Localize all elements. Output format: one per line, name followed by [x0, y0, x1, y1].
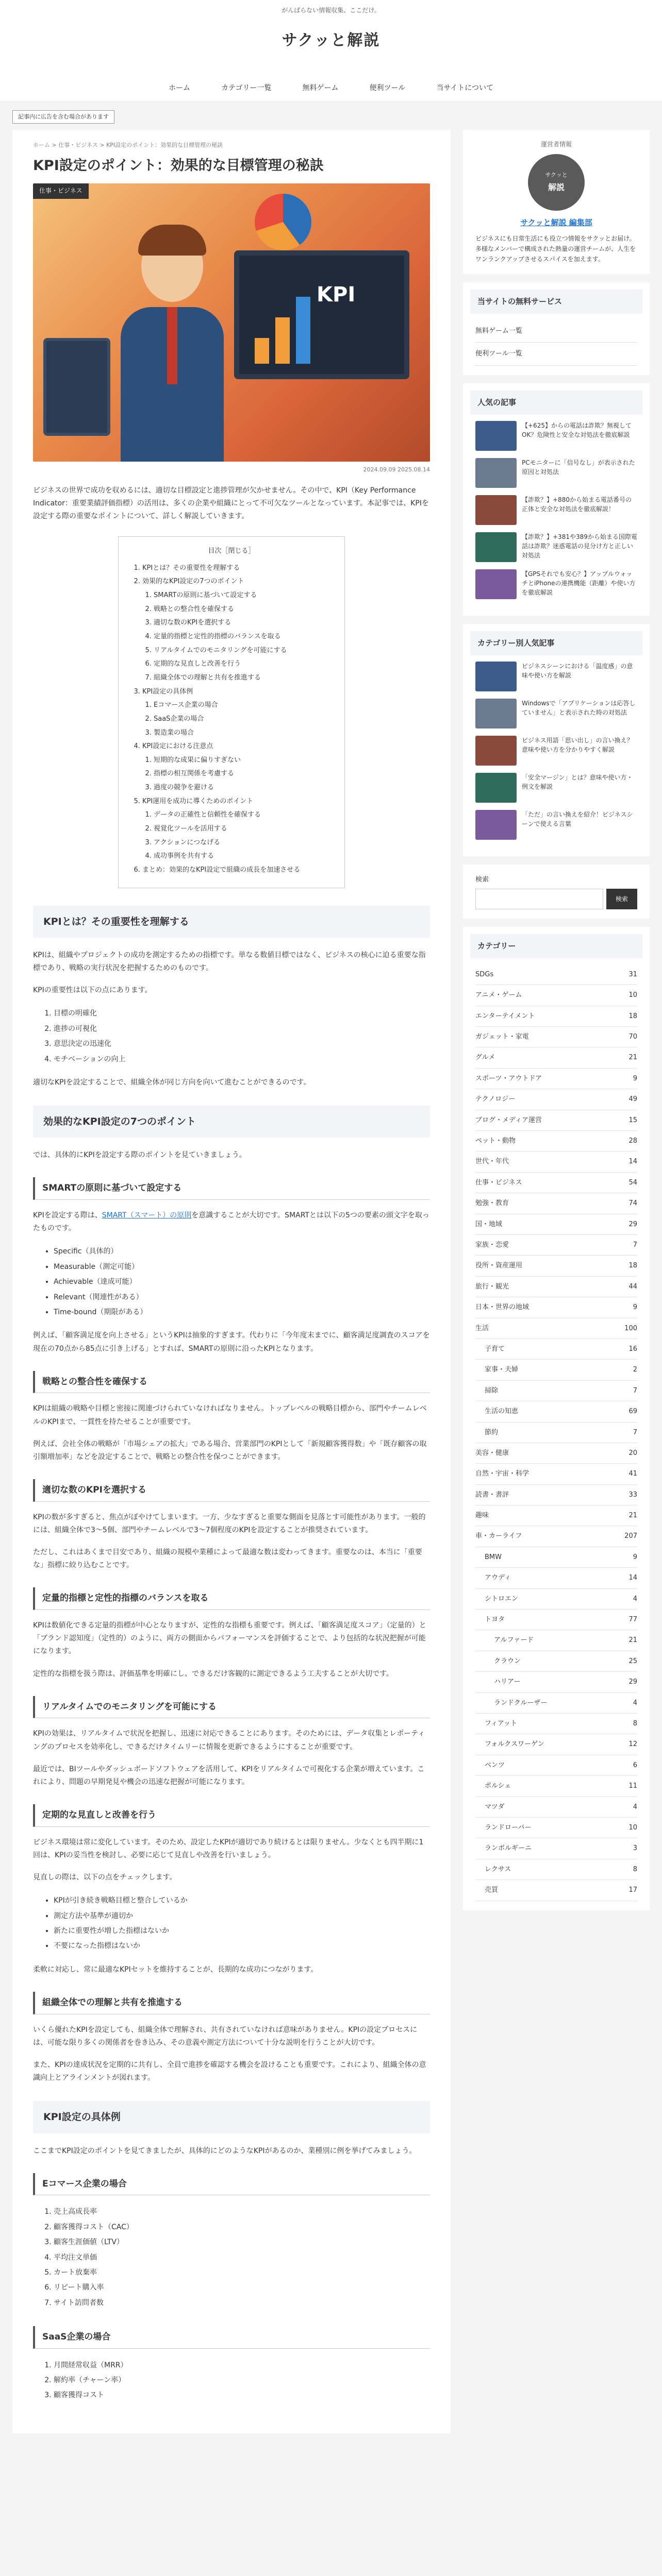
category-count: 9	[633, 1303, 637, 1312]
toc-subitem[interactable]: 1. SMARTの原則に基づいて設定する	[154, 589, 331, 603]
category-item[interactable]	[475, 1838, 637, 1859]
list-item: 7. サイト訪問者数	[54, 2296, 430, 2311]
paragraph: KPIは、組織やプロジェクトの成功を測定するための指標です。単なる数値目標ではなく、ビジネスの核心に迫る重要な指標であり、戦略の実行状況を把握するためのものです。	[33, 951, 426, 972]
paragraph: ここまでKPI設定のポイントを見てきましたが、具体的にどのようなKPIがあるのか、業種別に例を挙げてみましょう。	[33, 2146, 417, 2155]
category-article[interactable]	[475, 699, 637, 728]
review-list	[33, 1893, 430, 1954]
list-item: • KPIが引き続き戦略目標と整合しているか	[54, 1893, 430, 1908]
category-item[interactable]	[475, 1318, 637, 1339]
category-item[interactable]	[475, 1339, 637, 1360]
section-heading: 効果的なKPI設定の7つのポイント	[33, 1106, 430, 1138]
article-dates: 2024.09.09 2025.08.14	[363, 466, 430, 473]
category-name[interactable]: 売買	[485, 1886, 499, 1894]
toc-item[interactable]: 3. KPI設定の具体例	[142, 685, 331, 699]
services-widget	[463, 282, 650, 375]
toc-subitem[interactable]: 2. 視覚化ツールを活用する	[154, 822, 331, 836]
category-item[interactable]	[475, 1797, 637, 1818]
category-name[interactable]: 国・地域	[475, 1220, 503, 1228]
category-name[interactable]: グルメ	[475, 1054, 495, 1062]
category-item[interactable]	[475, 1609, 637, 1630]
paragraph: 柔軟に対応し、常に最適なKPIセットを維持することが、長期的な成功につながります。	[33, 1965, 318, 1974]
category-item[interactable]	[475, 1069, 637, 1089]
category-item[interactable]	[475, 1047, 637, 1068]
category-count: 54	[628, 1178, 637, 1187]
table-of-contents	[118, 536, 345, 888]
category-count: 4	[633, 1595, 637, 1603]
site-title[interactable]: サクッと解説	[0, 19, 662, 75]
list-item: 1. 月間経常収益（MRR）	[54, 2358, 430, 2373]
list-item: 5. カート放棄率	[54, 2265, 430, 2280]
category-name[interactable]: SDGs	[475, 970, 494, 978]
category-name[interactable]: アニメ・ゲーム	[475, 991, 522, 999]
global-nav	[0, 75, 662, 102]
category-item[interactable]	[475, 1568, 637, 1588]
subsection-heading: 戦略との整合性を確保する	[33, 1371, 430, 1394]
pie-chart-illustration	[255, 194, 311, 250]
category-item[interactable]	[475, 1693, 637, 1714]
toc-subitem[interactable]: 2. SaaS企業の場合	[154, 713, 331, 726]
page-layout	[0, 124, 662, 2433]
category-name[interactable]: ペット・動物	[475, 1137, 516, 1145]
category-name[interactable]: ランボルギーニ	[485, 1844, 532, 1853]
category-item[interactable]	[475, 1880, 637, 1901]
toc-item[interactable]: 4. KPI設定における注意点	[142, 740, 331, 754]
category-item[interactable]	[475, 1401, 637, 1422]
article-thumbnail[interactable]	[475, 495, 517, 525]
article-link-title[interactable]: ビジネスシーンにおける「温度感」の意味や使い方を解説	[522, 662, 633, 679]
category-item[interactable]	[475, 1714, 637, 1734]
category-name[interactable]: アウディ	[485, 1574, 511, 1582]
category-count: 29	[628, 1220, 637, 1228]
category-count: 31	[628, 970, 637, 978]
article-link-title[interactable]: PCモニターに「信号なし」が表示された原因と対処法	[522, 459, 635, 476]
category-item[interactable]	[475, 1089, 637, 1110]
paragraph: 定性的な指標を扱う際は、評価基準を明確にし、できるだけ客観的に測定できるよう工夫することが大切です。	[33, 1669, 393, 1678]
list-item: 1. 売上高成長率	[54, 2205, 430, 2219]
smart-link[interactable]: SMART（スマート）の原則	[102, 1211, 192, 1220]
article-link-title[interactable]: Windowsで「アプリケーションは応答していません」と表示された時の対処法	[522, 699, 636, 716]
category-articles-widget	[463, 624, 650, 856]
widget-title: カテゴリー	[470, 934, 642, 958]
list-item: 2. 進捗の可視化	[54, 1022, 430, 1037]
category-label[interactable]: 仕事・ビジネス	[33, 183, 89, 199]
category-name[interactable]: シトロエン	[485, 1595, 519, 1603]
category-item[interactable]	[475, 1859, 637, 1880]
popular-widget	[463, 383, 650, 616]
category-count: 28	[628, 1137, 637, 1145]
search-widget	[463, 865, 650, 919]
article-link-title[interactable]: ビジネス用語「思い出し」の言い換え？意味や使い方を分かりやすく解説	[522, 736, 633, 753]
category-count: 41	[628, 1470, 637, 1478]
category-name[interactable]: 美容・健康	[475, 1449, 509, 1457]
toc-subitem[interactable]: 1. Eコマース企業の場合	[154, 699, 331, 713]
subsection-heading: 定量的指標と定性的指標のバランスを取る	[33, 1587, 430, 1610]
category-count: 69	[628, 1408, 637, 1416]
category-item[interactable]	[475, 1151, 637, 1172]
category-item[interactable]	[475, 1256, 637, 1276]
article-main	[12, 130, 451, 2433]
category-name[interactable]: フォルクスワーゲン	[485, 1740, 544, 1749]
article-thumbnail[interactable]	[475, 569, 517, 599]
toc-subitem[interactable]: 3. 過度の競争を避ける	[154, 781, 331, 795]
category-item[interactable]	[475, 1235, 637, 1256]
popular-article[interactable]	[475, 532, 637, 562]
category-item[interactable]	[475, 1277, 637, 1297]
category-count: 15	[628, 1116, 637, 1124]
widget-title: 当サイトの無料サービス	[470, 290, 642, 314]
list-item: 4. モチベーションの向上	[54, 1052, 430, 1067]
paragraph: KPIは組織の戦略や目標と密接に関連づけられていなければなりません。トップレベルの戦略目標から、部門やチームレベルのKPIまで、一貫性を持たせることが重要です。	[33, 1404, 427, 1426]
category-name[interactable]: ガジェット・家電	[475, 1033, 529, 1041]
category-item[interactable]	[475, 1526, 637, 1547]
toc-subitem[interactable]: 7. 組織全体での理解と共有を推進する	[154, 671, 331, 685]
list-item: 3. 意思決定の迅速化	[54, 1037, 430, 1052]
avatar: サクッと 解説	[528, 154, 585, 211]
toc-subitem[interactable]: 6. 定期的な見直しと改善を行う	[154, 657, 331, 671]
lead-paragraph: ビジネスの世界で成功を収めるには、適切な目標設定と進捗管理が欠かせません。その中で、KPI（Key Performance Indicator：重要業績評価指標）の活用は、多くの企業や組織にとって不可欠なツールとなっています。本記事では、KPIを設定する際の重要なポイントについて、詳しく解説していきます。	[33, 486, 429, 521]
popular-article[interactable]	[475, 495, 637, 525]
category-count: 18	[628, 1262, 637, 1270]
toc-subitem[interactable]: 3. 製造業の場合	[154, 726, 331, 740]
article-thumbnail[interactable]	[475, 458, 517, 488]
category-count: 49	[628, 1095, 637, 1104]
toc-subitem[interactable]: 3. 適切な数のKPIを選択する	[154, 616, 331, 630]
article-thumbnail[interactable]	[475, 773, 517, 803]
list-item: • Specific（具体的）	[54, 1244, 430, 1259]
subsection-heading: SaaS企業の場合	[33, 2326, 430, 2349]
category-item[interactable]	[475, 1381, 637, 1401]
toc-item[interactable]: 1. KPIとは？その重要性を理解する	[142, 562, 331, 575]
profile-heading: 運営者情報	[540, 140, 572, 148]
paragraph: いくら優れたKPIを設定しても、組織全体で理解され、共有されていなければ意味がありません。KPIの設定プロセスには、可能な限り多くの関係者を巻き込み、その意義や測定方法について十分な説明を行うことが大切です。	[33, 2025, 418, 2047]
breadcrumb[interactable]: ホーム > 仕事・ビジネス > KPI設定のポイント：効果的な目標管理の秘訣	[33, 141, 223, 148]
category-item[interactable]	[475, 1131, 637, 1151]
paragraph: 見直しの際は、以下の点をチェックします。	[33, 1873, 177, 1882]
category-item[interactable]	[475, 1505, 637, 1526]
paragraph: では、具体的にKPIを設定する際のポイントを見ていきましょう。	[33, 1151, 246, 1160]
list-item: • Measurable（測定可能）	[54, 1260, 430, 1275]
category-count: 10	[628, 1823, 637, 1832]
article-thumbnail[interactable]	[475, 736, 517, 766]
list-item: • 不要になった指標はないか	[54, 1939, 430, 1954]
category-count: 74	[628, 1199, 637, 1208]
category-count: 12	[628, 1740, 637, 1749]
toc-subitem[interactable]: 4. 定量的指標と定性的指標のバランスを取る	[154, 630, 331, 644]
category-name[interactable]: 節約	[485, 1428, 499, 1436]
category-count: 6	[633, 1761, 637, 1769]
category-item[interactable]	[475, 1006, 637, 1027]
list-item: • 測定方法や基準が適切か	[54, 1909, 430, 1924]
category-name[interactable]: 掃除	[485, 1386, 499, 1395]
category-name[interactable]: クラウン	[494, 1657, 521, 1665]
category-item[interactable]	[475, 1630, 637, 1651]
service-link-games[interactable]: 無料ゲーム一覧	[475, 327, 523, 335]
list-item: 1. 目標の明確化	[54, 1006, 430, 1021]
category-name[interactable]: 生活	[475, 1324, 489, 1332]
search-label: 検索	[475, 875, 489, 884]
list-item: • Achievable（達成可能）	[54, 1275, 430, 1290]
importance-list	[33, 1006, 430, 1067]
toc-subitem[interactable]: 1. 短期的な成果に偏りすぎない	[154, 754, 331, 768]
category-item[interactable]	[475, 1651, 637, 1672]
search-button[interactable]: 検索	[606, 889, 637, 909]
category-count: 4	[633, 1803, 637, 1811]
category-count: 11	[628, 1782, 637, 1790]
category-count: 21	[628, 1636, 637, 1645]
category-name[interactable]: ブログ・メディア運営	[475, 1116, 542, 1124]
category-name[interactable]: 車・カーライフ	[475, 1532, 522, 1540]
section-heading: KPI設定の具体例	[33, 2101, 430, 2133]
paragraph: 最近では、BIツールやダッシュボードソフトウェアを活用して、KPIをリアルタイムで可視化する企業が増えています。これにより、問題の早期発見や機会の迅速な把握が可能になります。	[33, 1765, 425, 1786]
article-link-title[interactable]: 【詐欺？】+381や389から始まる国際電話は詐欺？迷惑電話の見分け方と正しい対処法	[522, 533, 637, 559]
article-link-title[interactable]: 【GPSそれでも安心？】アップルウォッチとiPhoneの連携機能（距離）や使い方を徹底解説	[522, 570, 636, 596]
subsection-heading: リアルタイムでのモニタリングを可能にする	[33, 1696, 430, 1719]
category-item[interactable]	[475, 1485, 637, 1505]
list-item: 3. 顧客獲得コスト	[54, 2388, 430, 2403]
profile-widget	[463, 130, 650, 274]
category-item[interactable]	[475, 1776, 637, 1797]
list-item: 2. 解約率（チャーン率）	[54, 2373, 430, 2388]
article-link-title[interactable]: 【+625】からの電話は詐欺？無視してOK？危険性と安全な対処法を徹底解説	[522, 421, 632, 438]
category-name[interactable]: アルファード	[494, 1636, 534, 1645]
popular-article[interactable]	[475, 421, 637, 451]
category-item[interactable]	[475, 1110, 637, 1131]
paragraph: KPIの効果は、リアルタイムで状況を把握し、迅速に対応できることにあります。そのためには、データ収集とレポーティングのプロセスを効率化し、できるだけタイムリーに情報を更新できるようにすることが重要です。	[33, 1730, 425, 1751]
category-name[interactable]: 生活の知恵	[485, 1408, 519, 1416]
nav-about[interactable]: 当サイトについて	[436, 83, 493, 92]
categories-widget	[463, 927, 650, 1910]
category-name[interactable]: レクサス	[485, 1865, 511, 1873]
category-item[interactable]	[475, 1589, 637, 1609]
site-tagline: がんばらない情報収集、ここだけ。	[0, 0, 662, 19]
paragraph: KPIの数が多すぎると、焦点がぼやけてしまいます。一方、少なすぎると重要な側面を見落とす可能性があります。一般的には、組織全体で3〜5個、部門やチームレベルで3〜7個程度のKPIを設定することが推奨されています。	[33, 1513, 426, 1534]
category-count: 44	[628, 1282, 637, 1291]
category-article[interactable]	[475, 662, 637, 691]
article-link-title[interactable]: 【詐欺？】+880から始まる電話番号の正体と安全な対処法を徹底解説！	[522, 496, 632, 513]
category-name[interactable]: ランドクルーザー	[494, 1699, 548, 1707]
popular-article[interactable]	[475, 458, 637, 488]
category-name[interactable]: マツダ	[485, 1803, 505, 1811]
category-count: 29	[628, 1678, 637, 1686]
category-count: 25	[628, 1657, 637, 1665]
paragraph: 適切なKPIを設定することで、組織全体が同じ方向を向いて進むことができるのです。	[33, 1078, 311, 1087]
toc-subitem[interactable]: 4. 成功事例を共有する	[154, 850, 331, 863]
nav-tools[interactable]: 便利ツール	[369, 83, 406, 92]
section-heading: KPIとは？その重要性を理解する	[33, 906, 430, 938]
list-item: 3. 顧客生涯価値（LTV）	[54, 2235, 430, 2250]
widget-title: カテゴリー別人気記事	[470, 631, 642, 655]
category-count: 9	[633, 1074, 637, 1082]
toc-list	[132, 562, 331, 877]
subsection-heading: SMARTの原則に基づいて設定する	[33, 1177, 430, 1200]
category-name[interactable]: フィアット	[485, 1719, 518, 1727]
category-count: 4	[633, 1699, 637, 1707]
category-item[interactable]	[475, 1297, 637, 1318]
category-item[interactable]	[475, 1193, 637, 1214]
category-count: 21	[628, 1054, 637, 1062]
nav-free-games[interactable]: 無料ゲーム	[302, 83, 339, 92]
widget-title: 人気の記事	[470, 391, 642, 415]
article-link-title[interactable]: 「安全マージン」とは？意味や使い方・例文を解説	[522, 773, 633, 790]
category-name[interactable]: スポーツ・アウトドア	[475, 1074, 542, 1082]
sidebar	[463, 130, 650, 2433]
article-thumbnail[interactable]	[475, 699, 517, 728]
category-article[interactable]	[475, 736, 637, 766]
category-count: 17	[628, 1886, 637, 1894]
category-item[interactable]	[475, 1547, 637, 1568]
subsection-heading: Eコマース企業の場合	[33, 2173, 430, 2196]
toc-item[interactable]: 5. KPI運用を成功に導くためのポイント	[142, 795, 331, 809]
kpi-monitor-illustration	[234, 250, 409, 379]
paragraph: KPIは数値化できる定量的指標が中心となりますが、定性的な指標も重要です。例えば、「顧客満足度スコア」（定量的）と「ブランド認知度」（定性的）のように、両方の側面からパフォーマンスを評価することで、より包括的な状況把握が可能になります。	[33, 1621, 426, 1656]
toc-subitem[interactable]: 3. アクションにつなげる	[154, 836, 331, 850]
category-count: 9	[633, 1553, 637, 1561]
list-item: • Relevant（関連性がある）	[54, 1290, 430, 1305]
category-item[interactable]	[475, 1214, 637, 1235]
category-name[interactable]: 日本・世界の地域	[475, 1303, 529, 1312]
category-count: 207	[624, 1532, 637, 1540]
toc-subitem[interactable]: 1. データの正確性と信頼性を確保する	[154, 808, 331, 822]
category-name[interactable]: 子育て	[485, 1345, 505, 1353]
ec-kpi-list	[33, 2205, 430, 2311]
category-name[interactable]: 家事・夫婦	[485, 1366, 519, 1374]
category-item[interactable]	[475, 1173, 637, 1193]
category-item[interactable]	[475, 1755, 637, 1776]
service-link-tools[interactable]: 便利ツール一覧	[475, 350, 522, 358]
subsection-heading: 適切な数のKPIを選択する	[33, 1479, 430, 1502]
nav-home[interactable]: ホーム	[169, 83, 191, 92]
paragraph: 例えば、「顧客満足度を向上させる」というKPIは抽象的すぎます。代わりに「今年度末までに、顧客満足度調査のスコアを現在の70点から85点に引き上げる」とすれば、SMARTの原則に沿ったKPIとなります。	[33, 1331, 430, 1353]
category-name[interactable]: トヨタ	[485, 1616, 505, 1624]
paragraph: KPIを設定する際は、SMART（スマート）の原則を意識することが大切です。SMARTとは以下の5つの要素の頭文字を取ったものです。	[33, 1211, 429, 1233]
smart-list	[33, 1244, 430, 1320]
category-item[interactable]	[475, 964, 637, 985]
category-name[interactable]: ベンツ	[485, 1761, 505, 1769]
category-item[interactable]	[475, 1672, 637, 1692]
category-name[interactable]: 仕事・ビジネス	[475, 1178, 522, 1187]
category-item[interactable]	[475, 1360, 637, 1380]
toc-subitem[interactable]: 5. リアルタイムでのモニタリングを可能にする	[154, 644, 331, 658]
category-name[interactable]: 世代・年代	[475, 1158, 509, 1166]
toc-title[interactable]: 目次［閉じる］	[208, 547, 255, 555]
category-count: 70	[628, 1033, 637, 1041]
category-count: 21	[628, 1512, 637, 1520]
category-count: 20	[628, 1449, 637, 1457]
category-count: 8	[633, 1865, 637, 1873]
nav-categories[interactable]: カテゴリー一覧	[221, 83, 272, 92]
category-article[interactable]	[475, 773, 637, 803]
profile-description: ビジネスにも日常生活にも役立つ情報をサクッとお届け。多様なメンバーで構成された熱量の運営チームが、人生をワンランクアップさせるスパイスを加えます。	[475, 234, 636, 263]
category-name[interactable]: 趣味	[475, 1512, 489, 1520]
category-name[interactable]: 家族・恋愛	[475, 1241, 509, 1249]
subsection-heading: 組織全体での理解と共有を推進する	[33, 1992, 430, 2014]
saas-kpi-list	[33, 2358, 430, 2403]
category-item[interactable]	[475, 1027, 637, 1047]
category-count: 18	[628, 1012, 637, 1020]
category-count: 77	[628, 1616, 637, 1624]
category-count: 16	[628, 1345, 637, 1353]
category-count: 14	[628, 1158, 637, 1166]
article-thumbnail[interactable]	[475, 810, 517, 840]
category-count: 10	[628, 991, 637, 999]
list-item: 2. 顧客獲得コスト（CAC）	[54, 2220, 430, 2235]
paragraph: 例えば、会社全体の戦略が「市場シェアの拡大」である場合、営業部門のKPIとして「新規顧客獲得数」や「既存顧客の取引額増加率」などを設定することで、戦略との整合性を保つことができます。	[33, 1439, 427, 1461]
category-name[interactable]: ランドローバー	[485, 1823, 532, 1832]
category-item[interactable]	[475, 1464, 637, 1484]
businessman-illustration	[121, 230, 224, 462]
paragraph: また、KPIの達成状況を定期的に共有し、全員で進捗を確認する機会を設けることも重要です。これにより、組織全体の意識向上とアラインメントが図れます。	[33, 2061, 426, 2082]
tablet-illustration	[43, 338, 110, 436]
subsection-heading: 定期的な見直しと改善を行う	[33, 1804, 430, 1827]
category-count: 8	[633, 1719, 637, 1727]
ad-notice: 記事内に広告を含む場合があります	[12, 110, 114, 124]
category-name[interactable]: ポルシェ	[485, 1782, 511, 1790]
category-item[interactable]	[475, 1818, 637, 1838]
category-count: 7	[633, 1428, 637, 1436]
category-count: 14	[628, 1574, 637, 1582]
article-title: KPI設定のポイント：効果的な目標管理の秘訣	[33, 157, 324, 174]
category-count: 100	[624, 1324, 637, 1332]
paragraph: KPIの重要性は以下の点にあります。	[33, 986, 152, 995]
category-name[interactable]: BMW	[485, 1553, 502, 1561]
category-name[interactable]: 読書・書評	[475, 1490, 509, 1499]
category-item[interactable]	[475, 1422, 637, 1443]
paragraph: ただし、これはあくまで目安であり、組織の規模や業種によって最適な数は変わってきます。重要なのは、本当に「重要な」指標に絞り込むことです。	[33, 1548, 422, 1570]
toc-subitem[interactable]: 2. 戦略との整合性を確保する	[154, 603, 331, 617]
category-count: 2	[633, 1366, 637, 1374]
profile-name-link[interactable]: サクッと解説 編集部	[520, 218, 592, 228]
category-count: 7	[633, 1241, 637, 1249]
category-count: 3	[633, 1844, 637, 1853]
category-count: 33	[628, 1490, 637, 1499]
category-item[interactable]	[475, 1734, 637, 1755]
article-thumbnail[interactable]	[475, 421, 517, 451]
popular-article[interactable]	[475, 569, 637, 599]
category-article[interactable]	[475, 810, 637, 840]
article-thumbnail[interactable]	[475, 532, 517, 562]
toc-item[interactable]: 6. まとめ：効果的なKPI設定で組織の成長を加速させる	[142, 863, 331, 877]
category-name[interactable]: 役所・資産運用	[475, 1262, 523, 1270]
category-name[interactable]: 勉強・教育	[475, 1199, 509, 1208]
toc-item[interactable]: 2. 効果的なKPI設定の7つのポイント	[142, 575, 331, 589]
paragraph: ビジネス環境は常に変化しています。そのため、設定したKPIが適切であり続けるとは限りません。少なくとも四半期に1回は、KPIの妥当性を検討し、必要に応じて見直しや改善を行いましょう。	[33, 1838, 424, 1859]
category-item[interactable]	[475, 985, 637, 1006]
kpi-text: KPI	[317, 283, 356, 307]
search-input[interactable]	[475, 889, 603, 909]
list-item: • Time-bound（期限がある）	[54, 1305, 430, 1320]
category-name[interactable]: テクノロジー	[475, 1095, 516, 1104]
category-name[interactable]: エンターテイメント	[475, 1012, 535, 1020]
category-name[interactable]: 自然・宇宙・科学	[475, 1470, 529, 1478]
category-count: 7	[633, 1386, 637, 1395]
category-item[interactable]	[475, 1443, 637, 1464]
list-item: • 新たに重要性が増した指標はないか	[54, 1924, 430, 1939]
article-thumbnail[interactable]	[475, 662, 517, 691]
toc-subitem[interactable]: 2. 指標の相互関係を考慮する	[154, 767, 331, 781]
list-item: 6. リピート購入率	[54, 2280, 430, 2295]
list-item: 4. 平均注文単価	[54, 2250, 430, 2265]
eyecatch-image	[33, 183, 430, 462]
category-name[interactable]: ハリアー	[494, 1678, 521, 1686]
article-link-title[interactable]: 「ただ」の言い換えを紹介！ビジネスシーンで使える言葉	[522, 810, 633, 827]
category-name[interactable]: 旅行・観光	[475, 1282, 509, 1291]
